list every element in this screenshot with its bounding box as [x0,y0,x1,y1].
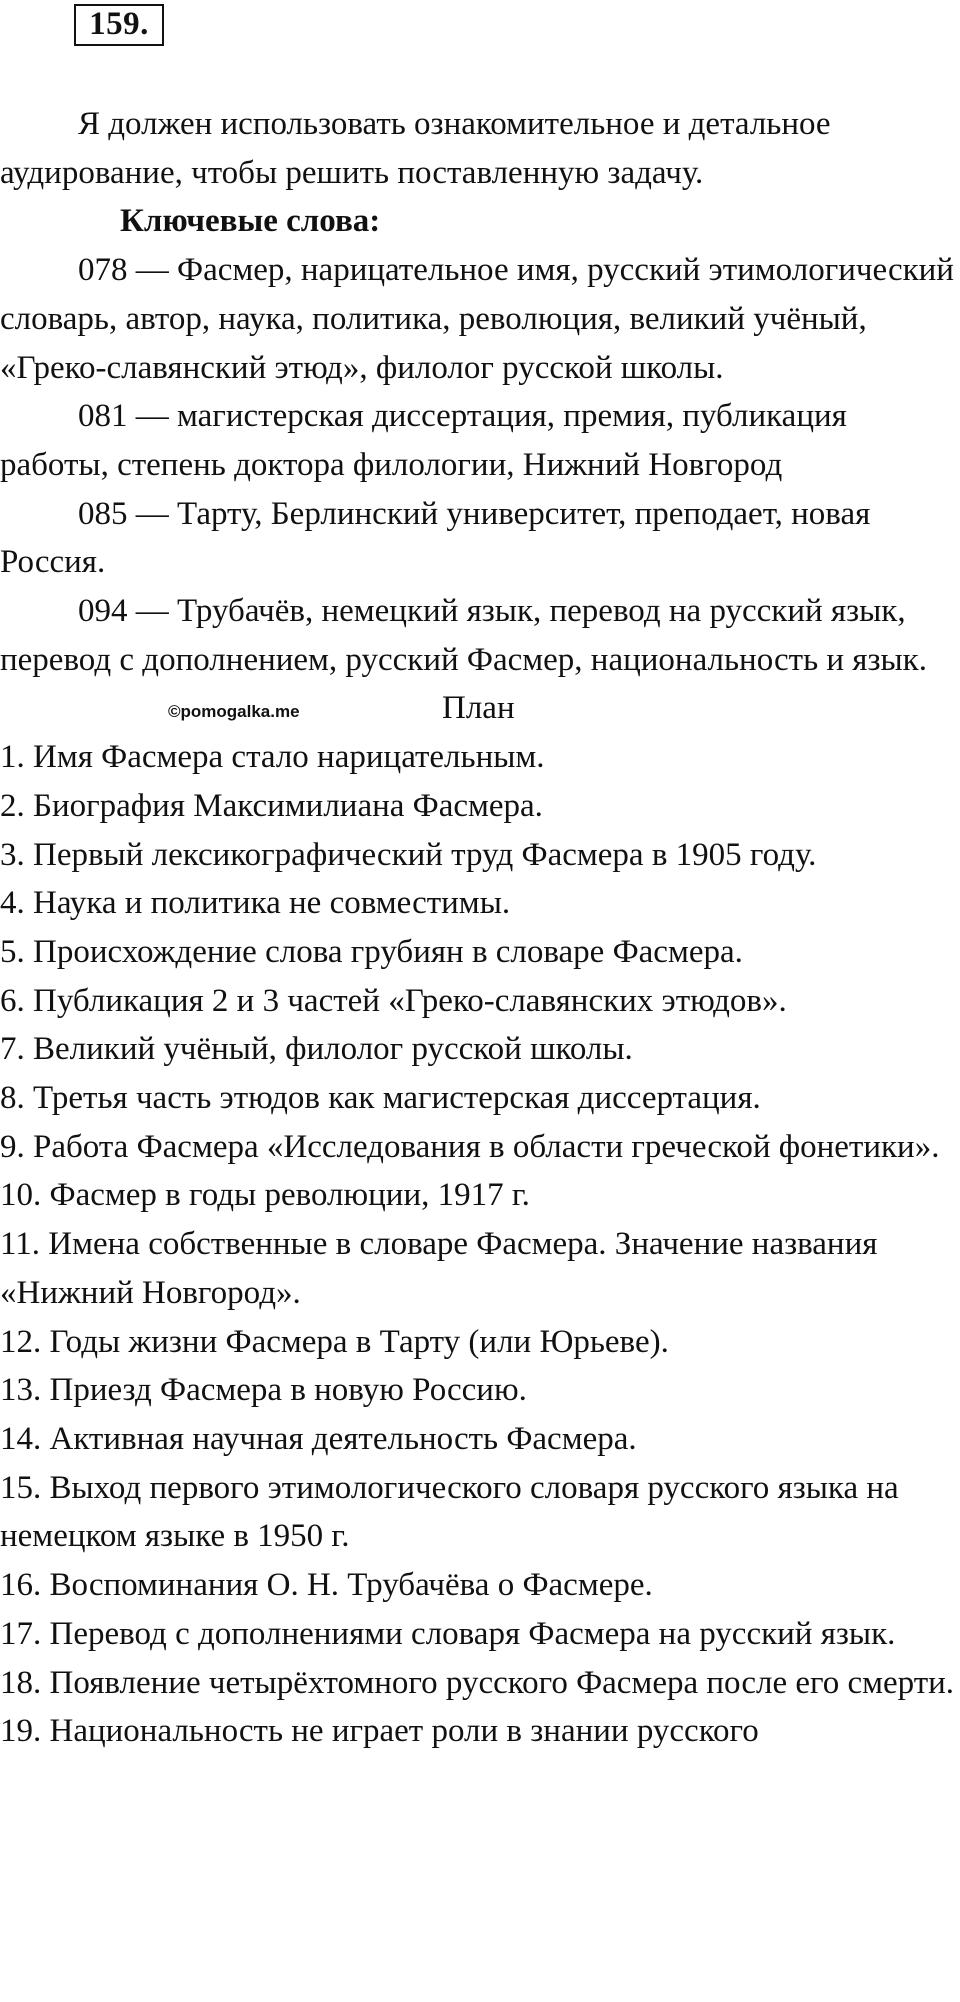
plan-item: 13. Приезд Фасмера в новую Россию. [0,1372,527,1409]
plan-item: 17. Перевод с дополнениями словаря Фасмера на русский язык. [0,1615,896,1652]
plan-heading [0,684,956,733]
plan-item: 15. Выход первого этимологического словаря русского языка на немецком языке в 1950 г. [0,1469,899,1555]
intro-paragraph: Я должен использовать ознакомительное и детальное аудирование, чтобы решить поставленную задачу. [0,106,831,191]
plan-list [0,733,956,1756]
watermark: ©pomogalka.me [168,702,300,722]
plan-item: 19. Национальность не играет роли в знании русского [0,1713,759,1750]
keywords-paragraph-094: 094 — Трубачёв, немецкий язык, перевод на русский язык, перевод с дополнением, русский Фасмер, национальность и язык. [0,593,927,678]
keywords-title: Ключевые слова: [120,203,381,240]
plan-item: 16. Воспоминания О. Н. Трубачёва о Фасмере. [0,1567,653,1604]
plan-item: 4. Наука и политика не совместимы. [0,885,511,922]
plan-item: 8. Третья часть этюдов как магистерская диссертация. [0,1080,761,1117]
plan-item: 5. Происхождение слова грубиян в словаре Фасмера. [0,933,743,970]
task-number-box: 159. [74,4,164,46]
document-body [0,100,956,1756]
plan-item: 11. Имена собственные в словаре Фасмера. Значение названия «Нижний Новгород». [0,1226,878,1311]
plan-item: 10. Фасмер в годы революции, 1917 г. [0,1177,530,1214]
plan-item: 1. Имя Фасмера стало нарицательным. [0,739,545,776]
keywords-paragraph-078: 078 — Фасмер, нарицательное имя, русский этимологический словарь, автор, наука, политика, революция, великий учёный, «Греко-славянский этюд», филолог русской школы. [0,252,954,386]
plan-item: 6. Публикация 2 и 3 частей «Греко-славянских этюдов». [0,982,787,1019]
plan-title: План [442,690,515,727]
plan-item: 7. Великий учёный, филолог русской школы. [0,1031,633,1068]
plan-item: 9. Работа Фасмера «Исследования в области греческой фонетики». [0,1128,940,1165]
keywords-paragraph-081: 081 — магистерская диссертация, премия, публикация работы, степень доктора филологии, Нижний Новгород [0,398,847,483]
keywords-paragraph-085: 085 — Тарту, Берлинский университет, преподает, новая Россия. [0,495,871,581]
plan-item: 2. Биография Максимилиана Фасмера. [0,787,543,824]
plan-item: 3. Первый лексикографический труд Фасмера в 1905 году. [0,836,817,873]
plan-item: 12. Годы жизни Фасмера в Тарту (или Юрьеве). [0,1323,669,1360]
plan-item: 14. Активная научная деятельность Фасмера. [0,1420,637,1457]
plan-item: 18. Появление четырёхтомного русского Фасмера после его смерти. [0,1664,955,1701]
